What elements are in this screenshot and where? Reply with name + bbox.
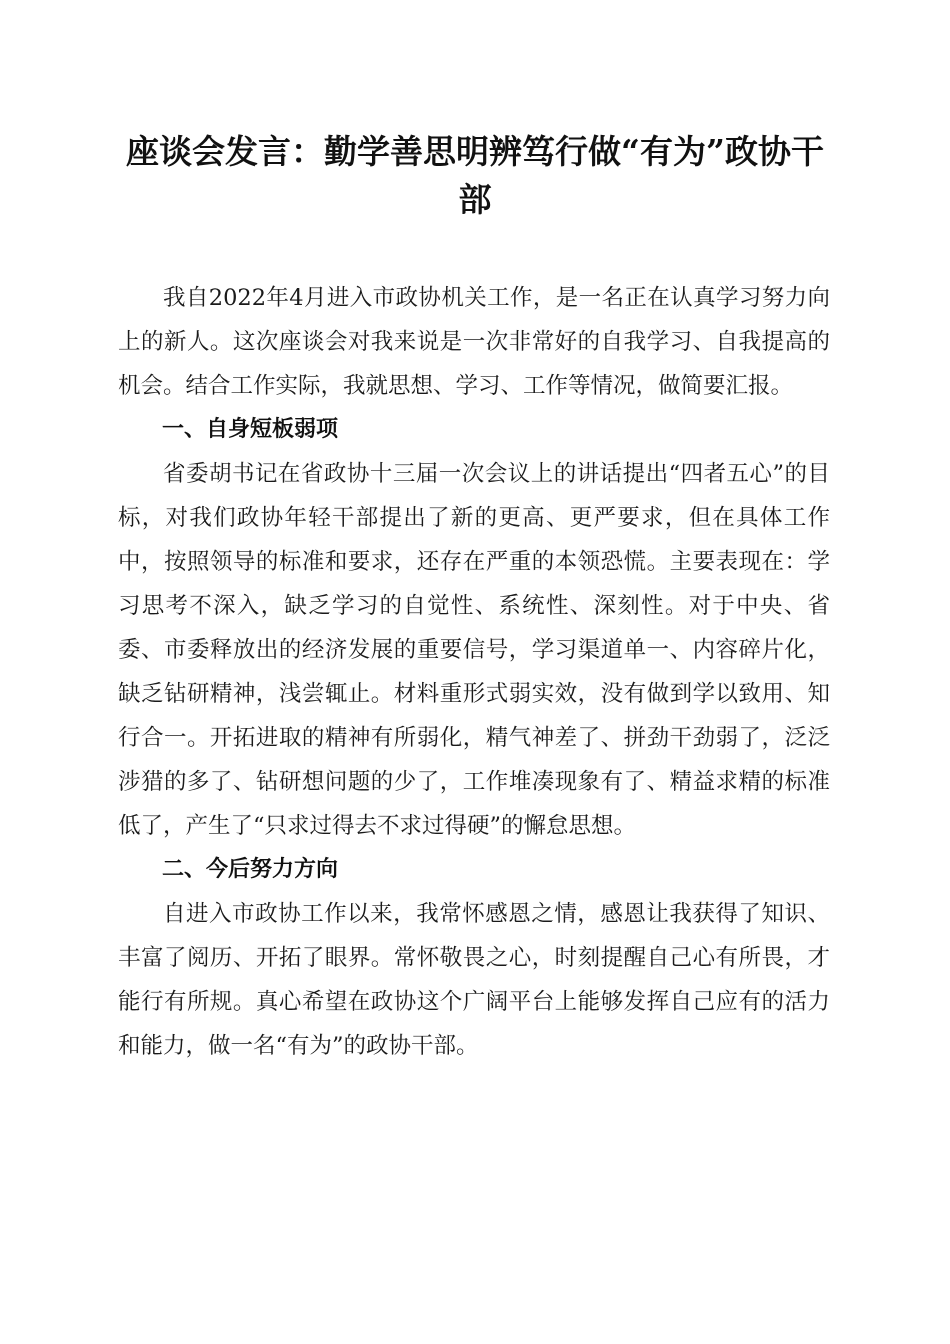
document-title: 座谈会发言：勤学善思明辨笃行做“有为”政协干部 [126,132,824,219]
future-direction-paragraph: 自进入市政协工作以来，我常怀感恩之情，感恩让我获得了知识、丰富了阅历、开拓了眼界。常怀敬畏之心，时刻提醒自己心有所畏，才能行有所规。真心希望在政协这个广阔平台上能够发挥自己应有的活力和能力，做一名“有为”的政协干部。 [118,901,830,1059]
document-body [118,276,830,1068]
intro-paragraph: 我自2022年4月进入市政协机关工作，是一名正在认真学习努力向上的新人。这次座谈会对我来说是一次非常好的自我学习、自我提高的机会。结合工作实际，我就思想、学习、工作等情况，做简要汇报。 [118,285,830,399]
section-heading-future-direction: 二、今后努力方向 [162,857,339,882]
shortcomings-paragraph: 省委胡书记在省政协十三届一次会议上的讲话提出“四者五心”的目标，对我们政协年轻干部提出了新的更高、更严要求，但在具体工作中，按照领导的标准和要求，还存在严重的本领恐慌。主要表现在：学习思考不深入，缺乏学习的自觉性、系统性、深刻性。对于中央、省委、市委释放出的经济发展的重要信号，学习渠道单一、内容碎片化，缺乏钻研精神，浅尝辄止。材料重形式弱实效，没有做到学以致用、知行合一。开拓进取的精神有所弱化，精气神差了、拼劲干劲弱了，泛泛涉猎的多了、钻研想问题的少了，工作堆凑现象有了、精益求精的标准低了，产生了“只求过得去不求过得硬”的懈怠思想。 [118,461,830,839]
section-heading-shortcomings: 一、自身短板弱项 [162,417,339,442]
